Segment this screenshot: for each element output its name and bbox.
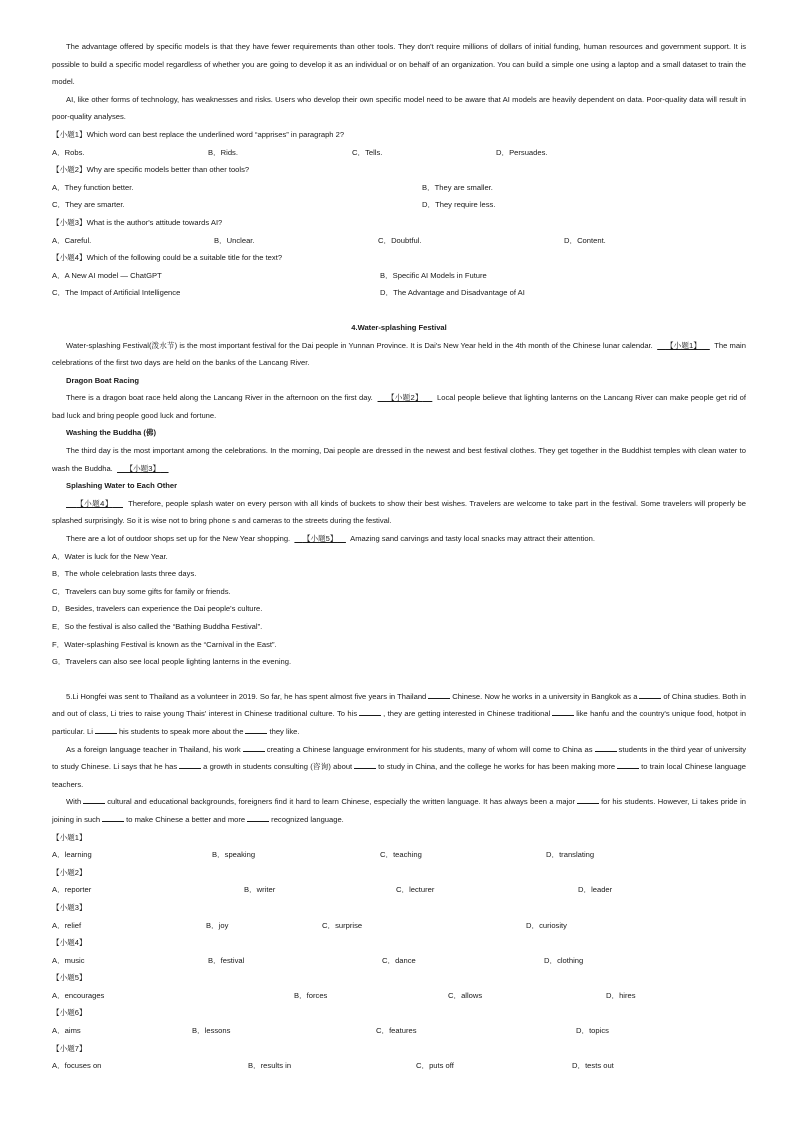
blank-label: 【小题5】	[302, 534, 338, 544]
shop-paragraph	[52, 530, 746, 548]
blank-2[interactable]	[639, 689, 661, 699]
question-label: 【小题3】	[52, 902, 87, 912]
option-c[interactable]: C．dance	[382, 955, 416, 965]
text-run: 5.Li Hongfei was sent to Thailand as a volunteer in 2019. So far, he has spent almost five years in Thailand	[66, 691, 427, 701]
option-a[interactable]: A．focuses on	[52, 1061, 102, 1071]
option-c[interactable]: C．surprise	[322, 920, 363, 930]
option-d[interactable]: D．leader	[578, 885, 613, 895]
text-run: , they are getting interested in Chinese traditional	[383, 709, 551, 719]
option-a[interactable]: A．Careful.	[52, 235, 92, 245]
option-b[interactable]: B．Specific AI Models in Future	[380, 270, 487, 280]
blank-tag-3[interactable]	[117, 464, 169, 473]
options-row	[52, 179, 746, 197]
text-run: they like.	[269, 726, 300, 736]
question-label: 【小题7】	[52, 1043, 87, 1053]
option-b[interactable]: B．writer	[244, 885, 276, 895]
passage4-title: 4.Water-splashing Festival	[351, 322, 447, 332]
splash-text: Therefore, people splash water on every person with all kinds of buckets to show their best wishes. Travelers are welcome to take part in the festival. Some travelers will properly be splashed surprisingly. So it is wise not to bring phone s and cameras to the streets during the festival.	[52, 498, 746, 526]
blank-4[interactable]	[552, 706, 574, 716]
blank-7[interactable]	[243, 742, 265, 752]
text-run: of China studies. Both in and out of class, Li tries to raise young Thais' interest in Chinese traditional culture. To his	[52, 691, 747, 719]
question-stem: 【小题4】Which of the following could be a suitable title for the text?	[52, 253, 283, 263]
options-row	[52, 267, 746, 285]
passage5-paragraph-1	[52, 688, 746, 741]
choice-item[interactable]: D．Besides, travelers can experience the Dai people's culture.	[52, 604, 263, 614]
blank-11[interactable]	[617, 759, 639, 769]
question-label: 【小题1】	[52, 832, 87, 842]
option-d[interactable]: D．topics	[576, 1026, 609, 1036]
dragon-text-2: Local people believe that lighting lanterns on the Lancang River can make people get rid of bad luck and bring people good luck and fortune.	[52, 393, 746, 420]
option-a[interactable]: A．A New AI model — ChatGPT	[52, 270, 162, 280]
spacer	[52, 302, 746, 319]
blank-label: 【小题1】	[665, 340, 702, 350]
option-d[interactable]: D．translating	[546, 850, 595, 860]
text-run: to train local Chinese language teachers.	[52, 762, 747, 789]
passage3-paragraph-1: The advantage offered by specific models is that they have fewer requirements than other tools. They don't require millions of dollars of initial funding, human resources and government support. It is possible to build a specific model regardless of whether you are going to develop it as an individual or on behalf of an organization. You can build a simple one using a laptop and a small dataset to train the model.	[52, 42, 746, 87]
options-row	[52, 952, 746, 970]
choice-item[interactable]: F．Water-splashing Festival is known as the “Carnival in the East”.	[52, 639, 277, 649]
wash-paragraph	[52, 442, 746, 477]
options-row	[52, 1022, 746, 1040]
question-stem: 【小题2】Why are specific models better than other tools?	[52, 165, 250, 175]
splash-paragraph	[52, 495, 746, 530]
passage5-paragraph-3	[52, 793, 746, 828]
choice-item[interactable]: B．The whole celebration lasts three days.	[52, 569, 197, 579]
option-b[interactable]: B．They are smaller.	[422, 182, 493, 192]
blank-tag-4[interactable]	[66, 499, 123, 508]
question-label: 【小题2】	[52, 867, 87, 877]
choice-item[interactable]: E．So the festival is also called the “Bathing Buddha Festival”.	[52, 622, 263, 631]
option-b[interactable]: B．Rids.	[208, 147, 238, 157]
blank-tag-2[interactable]	[378, 393, 433, 402]
blank-13[interactable]	[577, 794, 599, 804]
option-a[interactable]: A．They function better.	[52, 182, 134, 192]
section-heading: Splashing Water to Each Other	[66, 481, 178, 491]
blank-14[interactable]	[102, 812, 124, 822]
blank-label: 【小题4】	[76, 498, 113, 508]
text-run: to study in China, and the college he works for has been making more	[378, 762, 616, 772]
options-row	[52, 846, 746, 864]
option-a[interactable]: A．learning	[52, 850, 92, 860]
spacer	[52, 671, 746, 688]
question-stem: 【小题3】What is the author's attitude towards AI?	[52, 217, 223, 227]
options-row	[52, 987, 746, 1005]
question-stem: 【小题1】Which word can best replace the underlined word “apprises” in paragraph 2?	[52, 129, 345, 139]
passage4-intro	[52, 337, 746, 372]
blank-6[interactable]	[245, 724, 267, 734]
dragon-text: There is a dragon boat race held along the Lancang River in the afternoon on the first day.	[66, 393, 373, 403]
blank-1[interactable]	[428, 689, 450, 699]
options-row	[52, 881, 746, 899]
text-run: With	[66, 797, 82, 807]
options-row	[52, 917, 746, 935]
option-d[interactable]: D．hires	[606, 990, 636, 1000]
section-heading: Dragon Boat Racing	[66, 375, 139, 385]
blank-5[interactable]	[95, 724, 117, 734]
intro-text-2: The main celebrations of the first two days are held on the banks of the Lancang River.	[52, 340, 746, 368]
text-run: students in the third year of university to study Chinese. Li says that he has	[52, 744, 746, 772]
text-run: like hanfu and the country's unique food, hotpot in particular. Li	[52, 709, 746, 736]
option-a[interactable]: A．encourages	[52, 990, 105, 1000]
option-b[interactable]: B．Unclear.	[214, 235, 255, 245]
text-run: As a foreign language teacher in Thailand, his work	[66, 744, 241, 754]
option-c[interactable]: C．They are smarter.	[52, 200, 125, 210]
section-heading: Washing the Buddha (佛)	[66, 428, 156, 438]
question-label: 【小题5】	[52, 973, 87, 983]
options-row	[52, 144, 746, 162]
passage3-paragraph-2: AI, like other forms of technology, has weaknesses and risks. Users who develop their own specific model need to be aware that AI models are heavily dependent on data. Poor-quality data will result in poor-quality analyses.	[52, 94, 746, 122]
option-a[interactable]: A．Robs.	[52, 147, 85, 157]
option-a[interactable]: A．music	[52, 955, 85, 965]
blank-label: 【小题3】	[125, 463, 161, 473]
option-b[interactable]: B．results in	[248, 1061, 292, 1071]
option-c[interactable]: C．Tells.	[352, 147, 383, 157]
option-a[interactable]: A．relief	[52, 920, 82, 930]
option-d[interactable]: D．tests out	[572, 1061, 614, 1071]
option-b[interactable]: B．festival	[208, 955, 245, 965]
option-d[interactable]: D．Content.	[564, 235, 606, 245]
option-b[interactable]: B．forces	[294, 990, 328, 1000]
choice-item[interactable]: A．Water is luck for the New Year.	[52, 551, 168, 561]
option-d[interactable]: D．curiosity	[526, 920, 567, 930]
option-d[interactable]: D．The Advantage and Disadvantage of AI	[380, 288, 525, 298]
option-d[interactable]: D．Persuades.	[496, 147, 548, 157]
option-a[interactable]: A．aims	[52, 1026, 81, 1036]
blank-tag-1[interactable]	[657, 341, 710, 350]
options-row	[52, 232, 746, 250]
option-d[interactable]: D．They require less.	[422, 200, 496, 210]
blank-tag-5[interactable]	[294, 534, 346, 543]
blank-label: 【小题2】	[386, 393, 423, 403]
option-d[interactable]: D．clothing	[544, 955, 584, 965]
option-c[interactable]: C．The Impact of Artificial Intelligence	[52, 288, 181, 298]
text-run: for his students. However, Li takes pride in joining in such	[52, 797, 746, 824]
text-run: his students to speak more about the	[118, 726, 244, 736]
blank-15[interactable]	[247, 812, 269, 822]
blank-12[interactable]	[83, 794, 105, 804]
option-c[interactable]: C．Doubtful.	[378, 235, 422, 245]
text-run: a growth in students consulting (咨询) about	[203, 762, 353, 772]
text-run: creating a Chinese language environment for his students, many of whom will come to China as	[266, 744, 593, 754]
options-row	[52, 284, 746, 302]
choice-item[interactable]: C．Travelers can buy some gifts for family or friends.	[52, 586, 231, 596]
question-label: 【小题4】	[52, 938, 87, 948]
option-a[interactable]: A．reporter	[52, 885, 92, 895]
wash-text: The third day is the most important among the celebrations. In the morning, Dai people are dressed in the newest and best festival clothes. They get together in the Buddhist temples with clean water to wash the Buddha.	[52, 446, 746, 473]
dragon-paragraph	[52, 389, 746, 424]
option-c[interactable]: C．teaching	[380, 850, 422, 860]
text-run: to make Chinese a better and more	[126, 814, 246, 824]
option-c[interactable]: C．allows	[448, 990, 483, 1000]
blank-9[interactable]	[179, 759, 201, 769]
options-row	[52, 1057, 746, 1075]
blank-3[interactable]	[359, 706, 381, 716]
shop-text-2: Amazing sand carvings and tasty local snacks may attract their attention.	[350, 534, 595, 544]
blank-8[interactable]	[595, 742, 617, 752]
text-run: Chinese. Now he works in a university in Bangkok as a	[452, 691, 638, 701]
passage5-paragraph-2	[52, 741, 746, 794]
document-page	[52, 38, 746, 1075]
blank-10[interactable]	[354, 759, 376, 769]
option-b[interactable]: B．lessons	[192, 1026, 231, 1036]
option-b[interactable]: B．speaking	[212, 850, 256, 860]
choice-item[interactable]: G．Travelers can also see local people lighting lanterns in the evening.	[52, 657, 292, 667]
shop-text: There are a lot of outdoor shops set up for the New Year shopping.	[66, 534, 291, 544]
option-c[interactable]: C．lecturer	[396, 885, 435, 895]
text-run: recognized language.	[271, 814, 344, 824]
intro-text: Water-splashing Festival(泼水节) is the most important festival for the Dai people in Yunnan Province. It is Dai's New Year held in the 4th month of the Chinese lunar calendar.	[66, 340, 653, 350]
option-c[interactable]: C．puts off	[416, 1061, 454, 1071]
text-run: cultural and educational backgrounds, foreigners find it hard to learn Chinese, especially the written language. It has always been a major	[107, 797, 576, 807]
option-b[interactable]: B．joy	[206, 920, 229, 930]
options-row	[52, 196, 746, 214]
option-c[interactable]: C．features	[376, 1026, 417, 1036]
question-label: 【小题6】	[52, 1008, 87, 1018]
